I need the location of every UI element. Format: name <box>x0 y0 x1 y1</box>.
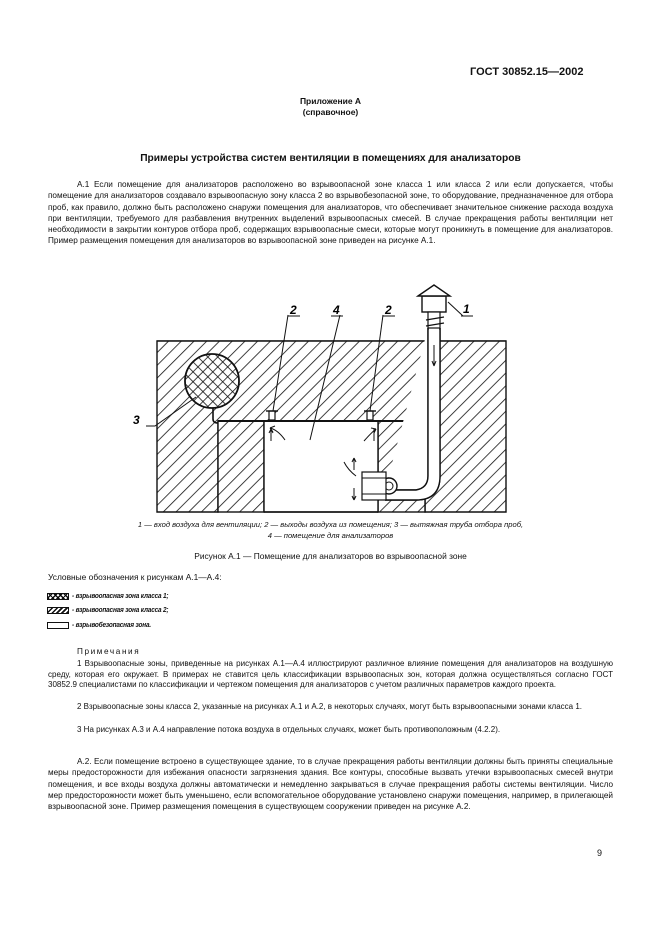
paragraph-a2: А.2. Если помещение встроено в существующее здание, то в случае прекращения работы вентиляции должны быть приняты специальные меры предосторожности для избежания опасности загрязнения здания. Все контуры, способные вызвать утечки взрывоопасных смесей внутри помещения, и все входы воздуха должны автоматически и немедленно закрываться в случае прекращения работы системы вентиляции. Число мер предосторожности может быть уменьшено, если вспомогательное оборудование установлено снаружи помещения, например, в прилегающей взрывоопасной зоне. Пример размещения помещения в существующем сооружении приведен на рисунке А.2. <box>48 757 613 812</box>
note-3: 3 На рисунках А.3 и А.4 направление потока воздуха в отдельных случаях, может быть противоположным (4.2.2). <box>77 725 501 734</box>
leader-1 <box>448 302 463 316</box>
legend-swatch-zone1 <box>47 593 69 600</box>
label-2-left: 2 <box>290 303 297 317</box>
room-wall-left <box>218 421 264 512</box>
legend-item-safe <box>47 619 158 631</box>
label-2-right: 2 <box>385 303 392 317</box>
legend-item-zone2 <box>47 604 177 616</box>
label-1: 1 <box>463 302 470 316</box>
label-4: 4 <box>333 303 340 317</box>
zone-class-1-circle <box>185 354 239 408</box>
legend-swatch-safe <box>47 622 69 629</box>
legend-intro: Условные обозначения к рисункам А.1—А.4: <box>48 572 222 582</box>
main-title: Примеры устройства систем вентиляции в помещениях для анализаторов <box>140 153 521 164</box>
appendix-title: Приложение А <box>299 96 362 106</box>
inlet-hood <box>418 285 450 328</box>
notes-heading: Примечания <box>77 647 141 656</box>
standard-number: ГОСТ 30852.15—2002 <box>470 66 584 78</box>
figure-caption <box>48 519 613 541</box>
legend-label-safe: - взрывобезопасная зона. <box>72 621 151 629</box>
legend-item-zone1 <box>47 590 177 602</box>
note-2: 2 Взрывоопасные зоны класса 2, указанные на рисунках А.1 и А.2, в некоторых случаях, могут быть взрывоопасными зонами класса 1. <box>77 702 583 711</box>
paragraph-a1: А.1 Если помещение для анализаторов расположено во взрывоопасной зоне класса 1 или класса 2 или если допускается, чтобы помещение для анализаторов создавало взрывоопасную зону класса 2 во взрывобезопасной зоне, то оборудование, предназначенное для отбора проб, как правило, должно быть расположено снаружи помещения для анализаторов, что обеспечивает значительное снижение расхода воздуха при вентиляции, требуемого для разбавления внутренних выделений взрывоопасных смесей. В случае прекращения работы вентиляции нет необходимости в закрытии контуров отбора проб, содержащих взрывоопасные смеси, которые могут проникнуть в помещение для анализаторов. Пример размещения помещения для анализаторов во взрывоопасной зоне приведен на рисунке А.1. <box>48 180 613 246</box>
legend-label-zone2: - взрывоопасная зона класса 2; <box>72 606 169 614</box>
legend-swatch-zone2 <box>47 607 69 614</box>
note-1: 1 Взрывоопасные зоны, приведенные на рисунках А.1—А.4 иллюстрируют различное влияние помещения для анализаторов на воздушную среду, которая его окружает. В примерах не ставится цель классификации взрывоопасных зон, которая должна осуществляться согласно ГОСТ 30852.9 специалистами по классификации и чертежом помещения для анализаторов с учетом различных параметров каждого проекта. <box>48 659 613 690</box>
appendix-subtitle: (справочное) <box>302 107 359 117</box>
label-3: 3 <box>133 413 140 427</box>
figure-title: Рисунок А.1 — Помещение для анализаторов во взрывоопасной зоне <box>194 551 467 561</box>
page-number: 9 <box>597 848 603 858</box>
figure-caption-line1: 1 — вход воздуха для вентиляции; 2 — выходы воздуха из помещения; 3 — вытяжная труба отбора проб, <box>137 520 524 529</box>
legend-label-zone1: - взрывоопасная зона класса 1; <box>72 592 169 600</box>
figure-caption-line2: 4 — помещение для анализаторов <box>267 531 394 540</box>
